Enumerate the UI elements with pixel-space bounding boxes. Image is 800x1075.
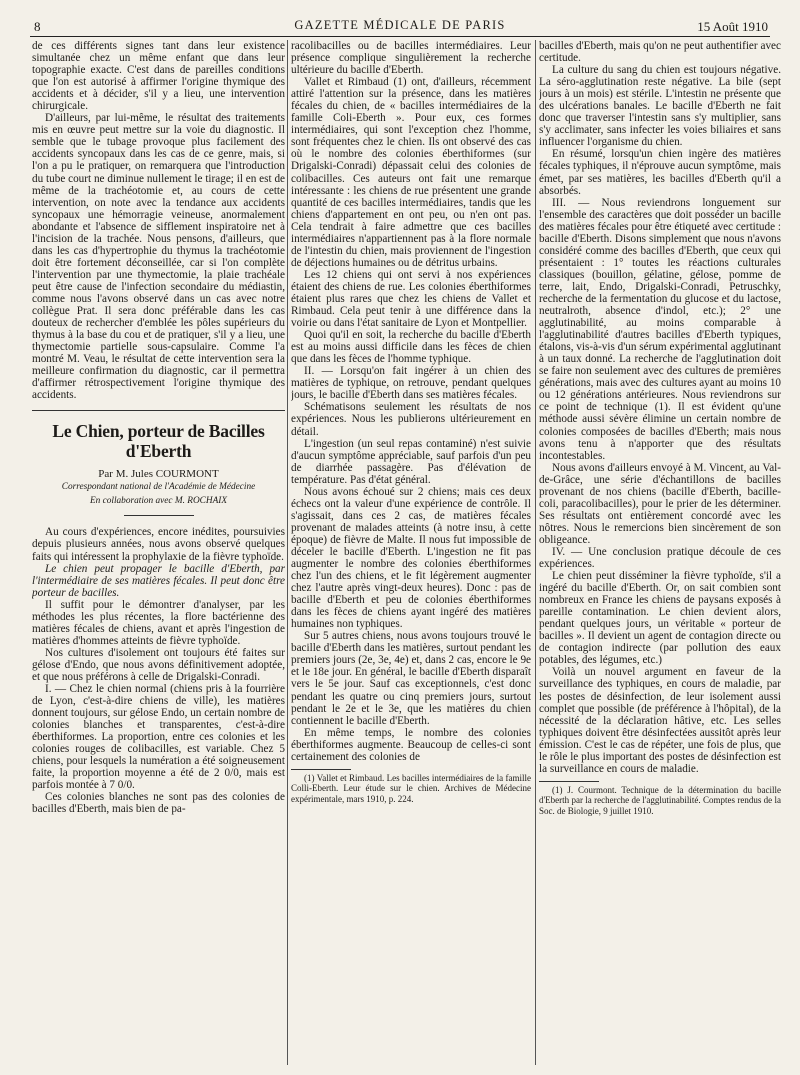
- paragraph: de ces différents signes tant dans leur existence simultanée chez un même enfant que dans leur topographie exacte. C'est dans de pareilles conditions que l'on est autorisé à affirmer l'origine thymique des accidents et à décider, s'il y a lieu, une intervention chirurgicale.: [32, 40, 285, 113]
- issue-date: 15 Août 1910: [697, 19, 768, 34]
- footnote-divider: [291, 769, 351, 770]
- article-title: Le Chien, porteur de Bacilles d'Eberth: [52, 421, 265, 462]
- page-header: [30, 14, 770, 37]
- paragraph: La culture du sang du chien est toujours négative. La séro-agglutination reste négative. La bile (sept jours à un mois) est stérile. L'intestin ne présente que des ulcérations banales. Le bacille d'Eberth ne fait donc que traverser l'intestin sans s'y multiplier, sans s'y acclimater, sans infecter les voies biliaires et sans influencer l'organisme du chien.: [539, 64, 781, 149]
- paragraph: II. — Lorsqu'on fait ingérer à un chien des matières de typhique, on retrouve, pendant quelques jours, le bacille d'Eberth dans ses matières fécales.: [291, 365, 531, 402]
- paragraph: En même temps, le nombre des colonies éberthiformes augmente. Beaucoup de celles-ci sont certainement des colonies de: [291, 726, 531, 763]
- author-affiliation: Correspondant national de l'Académie de Médecine: [61, 482, 256, 493]
- paragraph: Quoi qu'il en soit, la recherche du bacille d'Eberth est au moins aussi difficile dans les fèces de chien que dans les fèces de l'homme typhique.: [291, 329, 531, 366]
- paragraph: Il suffit pour le démontrer d'analyser, par les méthodes les plus récentes, la flore bactérienne des matières fécales de chiens, avant et après l'ingestion de matières d'hommes atteints de fièvre typhoïde.: [32, 598, 285, 647]
- section-divider: [32, 410, 285, 411]
- paragraph: Vallet et Rimbaud (1) ont, d'ailleurs, récemment attiré l'attention sur la présence, dans les matières fécales du chien, de « bacilles intermédiaires de la famille Coli-Eberth ». Pour eux, ces formes intermédiaires, qui sont l'exception chez l'homme, sont fréquentes chez le chien. Ils ont observé des cas où le nombre des colonies éberthiformes (sur Drigalski-Conradi) dépassait celui des colonies de colibacilles. Ces auteurs ont fait une remarque intéressante : les chiens de rue présentent une grande quantité de ces bacilles intermédiaires, tandis que les chiens d'appartement en ont peu, ou n'en ont pas. Cela tendrait à faire admettre que ces bacilles intermédiaires n'appartiennent pas à la flore normale de l'intestin du chien, mais proviennent de l'ingestion de déjections humaines ou de détritus urbains.: [291, 76, 531, 269]
- paragraph: Le chien peut disséminer la fièvre typhoïde, s'il a ingéré du bacille d'Eberth. Or, on sait combien sont nombreux en France les chiens de paysans exposés à pareille contamination. Le chien devient alors, pendant quelques jours, un véritable « porteur de bacilles ». Il devient un agent de contagion directe ou de contagion indirecte (par pollution des eaux potables, des légumes, etc.): [539, 570, 781, 667]
- footnote: (1) Vallet et Rimbaud. Les bacilles intermédiaires de la famille Colli-Eberth. Leur étude sur le chien. Archives de Médecine expérimentale, mars 1910, p. 224.: [291, 772, 531, 804]
- paragraph: Nous avons d'ailleurs envoyé à M. Vincent, au Val-de-Grâce, une série d'échantillons de bacilles provenant de nos chiens (bacille d'Eberth, bacille-coli, paracolibacilles), pour le prier de les déterminer. Ses résultats ont entièrement concordé avec les nôtres. Nous le remercions bien sincèrement de son obligeance.: [539, 461, 781, 546]
- column-divider: [287, 40, 288, 1065]
- paragraph: Nos cultures d'isolement ont toujours été faites sur gélose d'Endo, que nous avons définitivement adoptée, et que nous préférons à celle de Drigalski-Conradi.: [32, 646, 285, 683]
- paragraph: IV. — Une conclusion pratique découle de ces expériences.: [539, 545, 781, 571]
- title-divider: [124, 515, 194, 516]
- paragraph: En résumé, lorsqu'un chien ingère des matières fécales typhiques, il n'éprouve aucun symptôme, mais émet, par ses matières, les bacilles d'Eberth qu'il a absorbés.: [539, 148, 781, 197]
- paragraph: I. — Chez le chien normal (chiens pris à la fourrière de Lyon, c'est-à-dire chiens de ville), les matières donnent toujours, sur gélose Endo, un certain nombre de colonies blanches et transparentes, c'est-à-dire éberthiformes. La proportion, entre ces colonies et les colonies rouges de colibacilles, est variable. Chez 5 chiens, pour lesquels la numération a été soigneusement faite, la proportion moyenne a été de 2 0/0, mais est parfois montée à 7 0/0.: [32, 683, 285, 792]
- column-divider: [535, 40, 536, 1065]
- paragraph: bacilles d'Eberth, mais qu'on ne peut authentifier avec certitude.: [539, 40, 781, 65]
- journal-title: GAZETTE MÉDICALE DE PARIS: [294, 18, 506, 32]
- page-number: 8: [34, 19, 41, 34]
- paragraph: L'ingestion (un seul repas contaminé) n'est suivie d'aucun symptôme appréciable, sauf parfois d'un peu de diarrhée passagère. Pas d'élévation de température. Pas d'état général.: [291, 437, 531, 486]
- paragraph: D'ailleurs, par lui-même, le résultat des traitements mis en œuvre peut mettre sur la voie du diagnostic. Il semble que le tubage provoque plus facilement des accidents syncopaux dans les cas de ce genre, mais, si l'on a pu le pratiquer, on remarquera que l'introduction du tube court ne diminue nullement le tirage; il en est de même de la trachéotomie et, au cours de cette intervention, on note avec la tendance aux accidents syncopaux une hémorragie veineuse, anormalement abondante et l'absence de sifflement inspiratoire net à l'incision de la trachée. Nous pensons, d'ailleurs, que dans les cas d'hypertrophie du thymus la trachéotomie doit être fortement déconseillée, car si l'on complète l'intervention par une thymectomie, la plaie trachéale peut être cause de l'infection secondaire du médiastin, comme nous l'avons observé dans un cas avec notre collègue Prat. Il sera donc préférable dans les cas douteux de rechercher d'emblée les pôles supérieurs du thymus à la base du cou et de pratiquer, s'il y a lieu, une thymectomie partielle sous-capsulaire. Comme l'a montré M. Veau, le résultat de cette intervention sera la meilleure confirmation du diagnostic, car il permettra d'affirmer rétrospectivement l'origine thymique des accidents.: [32, 112, 285, 402]
- paragraph: Sur 5 autres chiens, nous avons toujours trouvé le bacille d'Eberth dans les matières, surtout pendant les premiers jours (2e, 3e, 4e) et, dans 2 cas, encore le 9e et le 18e jour. En général, le bacille d'Eberth disparaît vers le 5e jour. Sauf cas exceptionnels, c'est donc pendant les quatre ou cinq premiers jours, surtout pendant le 2e et le 3e, que les matières du chien contiennent le bacille d'Eberth.: [291, 630, 531, 727]
- paragraph: Nous avons échoué sur 2 chiens; mais ces deux échecs ont la valeur d'une expérience de contrôle. Il s'agissait, dans ces 2 cas, de matières fécales provenant de malades atteints (à notre insu, à cette époque) de fièvre de Malte. Il nous fut impossible de déceler le bacille d'Eberth. L'ingestion ne fit pas augmenter le nombre des colonies éberthiformes chez l'un des chiens, et le fit légèrement augmenter chez l'autre après vingt-deux heures). Donc : pas de bacille d'Eberth et peu de colonies éberthiformes dans les fèces de chiens ayant ingéré des matières humaines non typhiques.: [291, 485, 531, 631]
- column-1: [32, 40, 285, 1065]
- author-byline: Par M. Jules COURMONT: [98, 468, 219, 481]
- paragraph: Le chien peut propager le bacille d'Eberth, par l'intermédiaire de ses matières fécales. Il peut donc être porteur de bacilles.: [32, 562, 285, 599]
- column-2: [291, 40, 531, 1065]
- paragraph: Schématisons seulement les résultats de nos expériences. Nous les publierons ultérieurement en détail.: [291, 401, 531, 438]
- paragraph: III. — Nous reviendrons longuement sur l'ensemble des caractères que doit posséder un bacille des matières fécales pour être étiqueté avec certitude : bacille d'Eberth. Disons simplement que nous n'avons considéré comme des bacilles d'Eberth, que ceux qui présentaient : 1° toutes les réactions culturales classiques (bouillon, gélatine, gélose, pomme de terre, lait, Endo, Drigalski-Conradi, Petruschky, recherche de la fermentation du glucose et du lactose, neutralroth, absence d'indol, etc.); 2° une agglutinabilité, au moins comparable à l'agglutinabilité d'autres bacilles d'Eberth typiques, étalons, vis-à-vis d'un sérum expérimental agglutinant à un taux donné. La recherche de l'agglutination doit se faire non seulement avec des cultures de premières générations, mais avec des cultures ayant au moins 10 ou 12 générations antérieures. Nous reviendrons sur ce point de technique (1). Il est évident qu'une méthode aussi sévère élimine un certain nombre de colonies composées de bacilles d'Eberth; mais nous avons tenu à n'apporter que des résultats incontestables.: [539, 196, 781, 462]
- footnote: (1) J. Courmont. Technique de la détermination du bacille d'Eberth par la recherche de l'agglutinabilité. Comptes rendus de la Soc. de Biologie, 9 juillet 1910.: [539, 784, 781, 816]
- footnote-divider: [539, 781, 599, 782]
- paragraph: Ces colonies blanches ne sont pas des colonies de bacilles d'Eberth, mais bien de pa-: [32, 791, 285, 816]
- collaboration-line: En collaboration avec M. ROCHAIX: [89, 496, 228, 507]
- paragraph: Au cours d'expériences, encore inédites, poursuivies depuis plusieurs années, nous avons observé quelques faits qui intéressent la prophylaxie de la fièvre typhoïde.: [32, 526, 285, 563]
- paragraph: Voilà un nouvel argument en faveur de la surveillance des typhiques, en cours de maladie, par les postes de désinfection, de leur isolement aussi complet que possible (de préférence à l'hôpital), de la nécessité de la déclaration hâtive, etc. Les selles typhiques doivent être désinfectées aussitôt après leur émission. C'est le cas de répéter, une fois de plus, que le rôle le plus important des postes de désinfection est la surveillance en cours de maladie.: [539, 666, 781, 775]
- paragraph: Les 12 chiens qui ont servi à nos expériences étaient des chiens de rue. Les colonies éberthiformes étaient plus rares que chez les chiens de Vallet et Rimbaud. Cela peut tenir à une différence dans la voirie ou dans l'état sanitaire de Lyon et Montpellier.: [291, 268, 531, 330]
- column-3: [539, 40, 781, 1065]
- paragraph: racolibacilles ou de bacilles intermédiaires. Leur présence complique singulièrement la recherche ultérieure du bacille d'Eberth.: [291, 40, 531, 77]
